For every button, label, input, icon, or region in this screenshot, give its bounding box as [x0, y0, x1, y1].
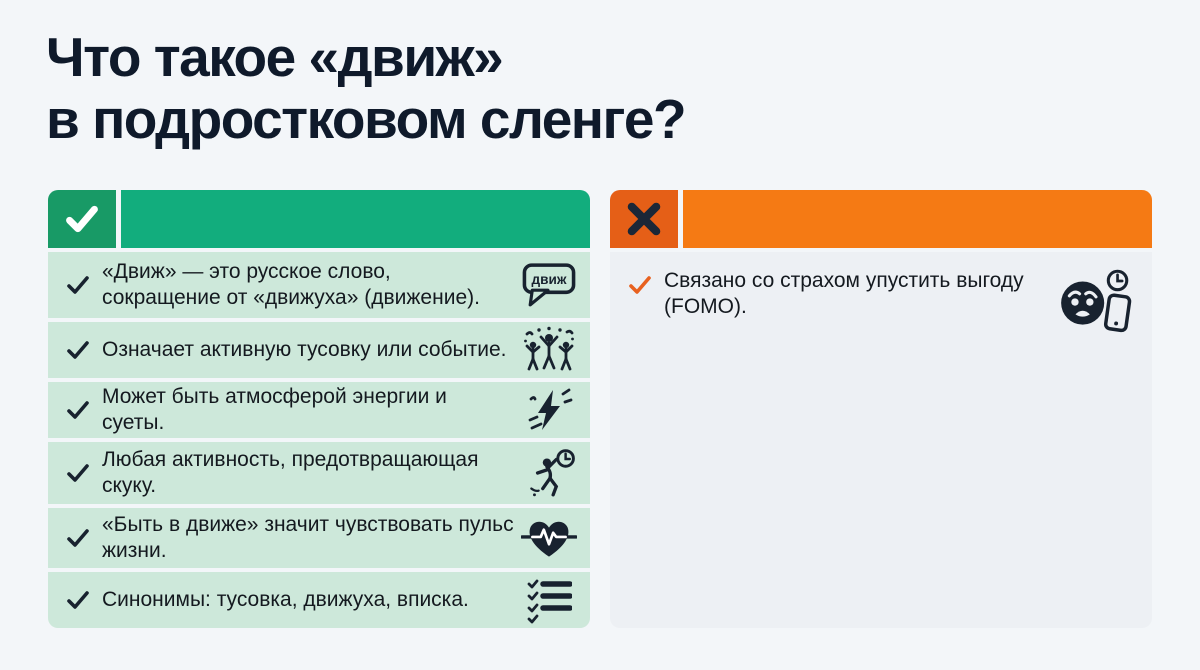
list-item-text: «Быть в движе» значит чувствовать пульс жизни.: [102, 513, 514, 562]
pros-header-bar: [121, 190, 590, 248]
check-icon: [66, 339, 90, 361]
pros-list: [48, 252, 590, 628]
heart-pulse-icon: [521, 515, 577, 561]
cons-list: [610, 252, 1152, 628]
party-people-icon: [523, 326, 575, 374]
speech-bubble-label: движ: [531, 271, 567, 287]
worried-face-clock-phone-icon: [1056, 268, 1136, 334]
check-badge: [48, 190, 116, 248]
cons-panel: [610, 190, 1152, 628]
list-item-text: Любая активность, предотвращающая скуку.: [102, 448, 479, 497]
check-icon: [66, 462, 90, 484]
page-title-line2: в подростковом сленге?: [46, 88, 686, 151]
list-item: [48, 252, 590, 318]
list-item: [48, 322, 590, 378]
lightning-bolt-icon: [525, 387, 573, 433]
checklist-icon: [526, 576, 572, 624]
list-item-text: Может быть атмосферой энергии и суеты.: [102, 385, 447, 434]
list-item: [48, 508, 590, 568]
cons-header-bar: [683, 190, 1152, 248]
cross-badge: [610, 190, 678, 248]
check-icon: [66, 589, 90, 611]
pros-panel: [48, 190, 590, 628]
list-item: [628, 268, 1138, 334]
list-item-text: Означает активную тусовку или событие.: [102, 338, 507, 362]
list-item: [48, 572, 590, 628]
list-item-text: «Движ» — это русское слово, сокращение от «движуха» (движение).: [102, 260, 480, 309]
list-item: [48, 442, 590, 504]
pros-panel-header: [48, 190, 590, 248]
check-icon: [66, 399, 90, 421]
check-icon-orange: [628, 274, 652, 296]
list-item-text: Синонимы: тусовка, движуха, вписка.: [102, 588, 469, 612]
checkmark-icon: [62, 201, 102, 237]
page-title-line1: Что такое «движ»: [46, 26, 503, 88]
list-item-text: Связано со страхом упустить выгоду (FOMO).: [664, 269, 1024, 319]
dancing-person-clock-icon: [522, 449, 576, 497]
cons-panel-header: [610, 190, 1152, 248]
page-title: [46, 26, 685, 150]
list-item: [48, 382, 590, 438]
check-icon: [66, 274, 90, 296]
check-icon: [66, 527, 90, 549]
speech-bubble-dvizh-icon: [521, 262, 577, 308]
cross-icon: [625, 200, 663, 238]
